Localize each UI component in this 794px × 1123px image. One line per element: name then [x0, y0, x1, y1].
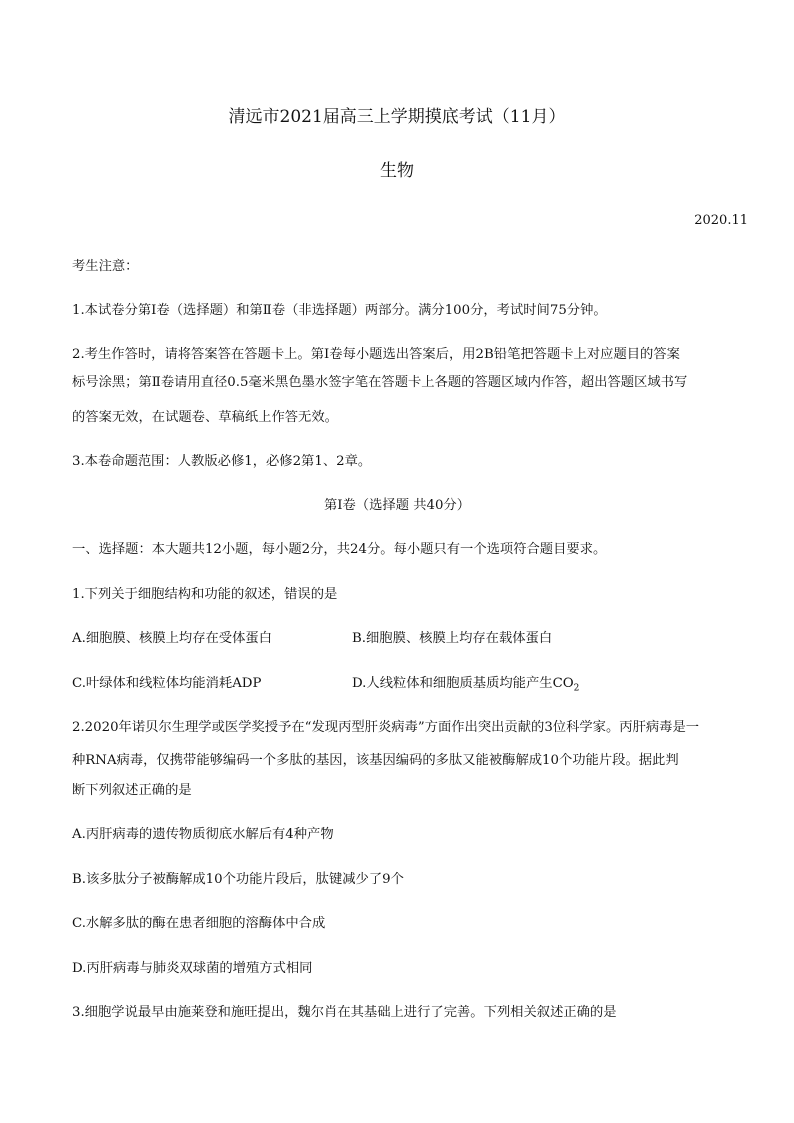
question-1-option-d-text: D.人线粒体和细胞质基质均能产生CO	[352, 676, 574, 691]
question-1-option-c: C.叶绿体和线粒体均能消耗ADP	[72, 676, 262, 691]
part-1-title: 第Ⅰ卷（选择题 共40分）	[323, 498, 471, 513]
question-2-stem-line-1: 2.2020年诺贝尔生理学或医学奖授予在“发现丙型肝炎病毒”方面作出突出贡献的3位科学家。丙肝病毒是一	[72, 720, 700, 735]
question-1-option-b: B.细胞膜、核膜上均存在载体蛋白	[352, 631, 553, 646]
question-1-option-d-subscript: 2	[573, 683, 580, 694]
question-2-stem-line-2: 种RNA病毒，仅携带能够编码一个多肽的基因，该基因编码的多肽又能被酶解成10个功能片段。据此判	[72, 753, 679, 768]
notice-heading: 考生注意：	[72, 259, 139, 274]
question-2-stem-line-3: 断下列叙述正确的是	[72, 783, 192, 798]
question-3-stem: 3.细胞学说最早由施莱登和施旺提出，魏尔肖在其基础上进行了完善。下列相关叙述正确的是	[72, 1005, 617, 1020]
subject-title: 生物	[380, 161, 414, 181]
question-1-stem: 1.下列关于细胞结构和功能的叙述，错误的是	[72, 587, 338, 602]
notice-item-2-line-3: 的答案无效，在试题卷、草稿纸上作答无效。	[72, 410, 338, 425]
question-2-option-d: D.丙肝病毒与肺炎双球菌的增殖方式相同	[72, 961, 313, 976]
notice-item-1: 1.本试卷分第Ⅰ卷（选择题）和第Ⅱ卷（非选择题）两部分。满分100分，考试时间75分钟。	[72, 303, 607, 318]
exam-date: 2020.11	[694, 213, 748, 228]
notice-item-2-line-1: 2.考生作答时，请将答案答在答题卡上。第Ⅰ卷每小题选出答案后，用2B铅笔把答题卡上对应题目的答案	[72, 347, 680, 362]
notice-item-2-line-2: 标号涂黑；第Ⅱ卷请用直径0.5毫米黑色墨水签字笔在答题卡上各题的答题区域内作答，超出答题区域书写	[72, 375, 688, 390]
question-2-option-b: B.该多肽分子被酶解成10个功能片段后，肽键减少了9个	[72, 872, 404, 887]
question-2-option-a: A.丙肝病毒的遗传物质彻底水解后有4种产物	[72, 827, 334, 842]
question-2-option-c: C.水解多肽的酶在患者细胞的溶酶体中合成	[72, 916, 326, 931]
question-1-option-d	[352, 675, 579, 698]
part-1-instructions: 一、选择题：本大题共12小题，每小题2分，共24分。每小题只有一个选项符合题目要求。	[72, 542, 607, 557]
notice-item-3: 3.本卷命题范围：人教版必修1，必修2第1、2章。	[72, 454, 372, 469]
question-1-option-a: A.细胞膜、核膜上均存在受体蛋白	[72, 631, 272, 646]
exam-title: 清远市2021届高三上学期摸底考试（11月）	[228, 107, 566, 127]
